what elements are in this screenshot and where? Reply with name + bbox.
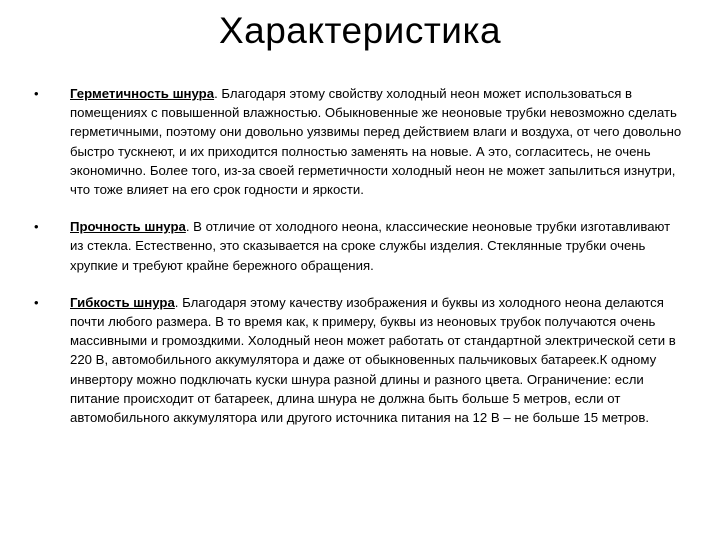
item-term: Гибкость шнура — [70, 294, 175, 310]
bullet-icon: • — [34, 294, 39, 310]
item-term: Герметичность шнура — [70, 86, 215, 101]
slide-title: Характеристика — [218, 10, 502, 51]
item-text: . Благодаря этому качеству изображения и буквы из холодного неона делаются почти любого размера. В то время как, к примеру, буквы из неоновых трубок получаются очень массивными и громоздкими. Холодный неон может работать от стандартной электрической сети в 220 В, автомобильного аккумулятора и даже от обыкновенных пальчиковых батареек.К одному инвертору можно подключать куски шнура разной длины и разного цвета. Ограничение: если питание происходит от батареек, длина шнура не должна быть больше 5 метров, если от автомобильного аккумулятора или другого источника питания на 12 В – не больше 15 метров. — [70, 294, 676, 426]
bullet-icon: • — [34, 219, 39, 235]
item-term: Прочность шнура — [70, 219, 186, 235]
item-text: . В отличие от холодного неона, классические неоновые трубки изготавливают из стекла. Естественно, это сказывается на сроке службы изделия. Стеклянные трубки очень хрупкие и требуют крайне бережного обращения. — [70, 219, 671, 273]
list-item — [34, 217, 684, 275]
list-item — [34, 293, 684, 427]
bullet-icon: • — [34, 86, 39, 101]
list-item — [34, 84, 684, 199]
bullet-list — [34, 84, 684, 445]
item-text: . Благодаря этому свойству холодный неон может использоваться в помещениях с повышенной влажностью. Обыкновенные же неоновые трубки невозможно сделать герметичными, поэтому они довольно уязвимы перед действием влаги и воздуха, от чего довольно быстро тускнеют, и их приходится полностью заменять на новые. А это, согласитесь, не очень экономично. Более того, из-за своей герметичности холодный неон не может запылиться изнутри, что тоже влияет на его срок годности и яркости. — [70, 86, 682, 198]
